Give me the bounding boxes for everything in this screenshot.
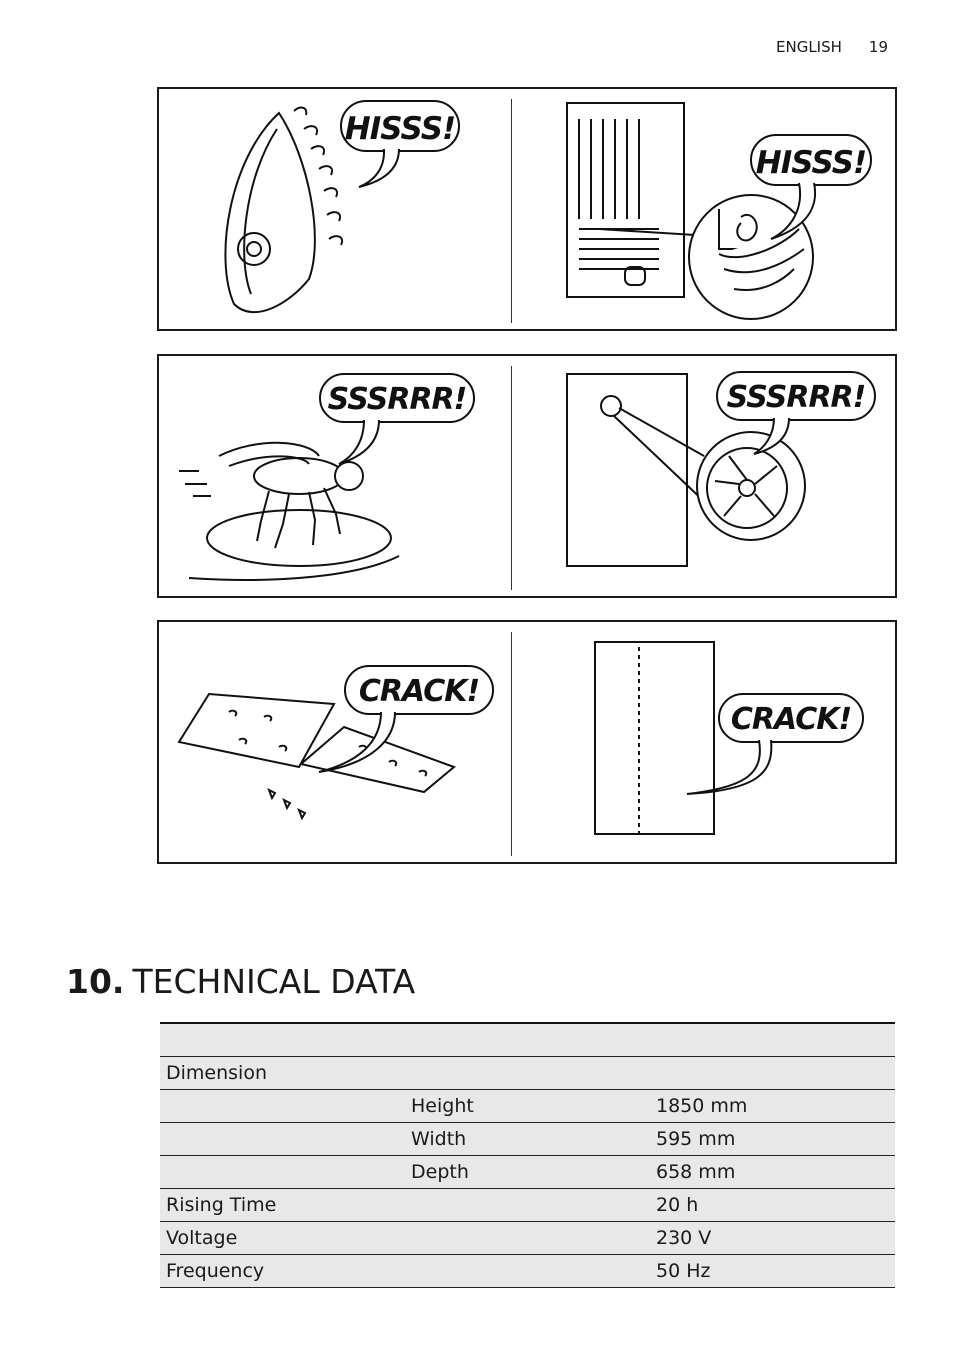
steam-iron-icon: [225, 108, 342, 313]
table-cell: [650, 1056, 895, 1089]
table-cell: Depth: [405, 1155, 650, 1188]
table-row: [160, 1089, 895, 1122]
panel-divider: [511, 99, 512, 323]
table-cell: [405, 1254, 650, 1287]
table-row: [160, 1188, 895, 1221]
table-cell: 20 h: [650, 1188, 895, 1221]
panel-divider: [511, 632, 512, 856]
section-number: 10.: [66, 962, 125, 1001]
fly-icon: [179, 443, 399, 580]
right-sound-text: SSSRRR!: [726, 380, 866, 415]
right-sound-text: HISSS!: [755, 145, 867, 181]
illustration-panel-hiss: [157, 87, 897, 331]
table-row: [160, 1122, 895, 1155]
language-label: ENGLISH: [776, 38, 842, 56]
table-cell: Width: [405, 1122, 650, 1155]
table-row: [160, 1254, 895, 1287]
fan-zoom-icon: [697, 432, 805, 540]
table-cell: Frequency: [160, 1254, 405, 1287]
table-cell: [160, 1122, 405, 1155]
left-sound-text: CRACK!: [358, 674, 480, 709]
table-cell: Dimension: [160, 1056, 405, 1089]
section-heading: [66, 962, 415, 1001]
table-cell: 50 Hz: [650, 1254, 895, 1287]
left-sound-text: SSSRRR!: [327, 382, 467, 417]
table-row: [160, 1056, 895, 1089]
page-header: [776, 38, 888, 56]
right-sound-text: CRACK!: [730, 702, 852, 737]
table-cell: 658 mm: [650, 1155, 895, 1188]
table-cell: Voltage: [160, 1221, 405, 1254]
table-row: [160, 1221, 895, 1254]
hiss-illustration: [159, 89, 899, 333]
table-row: [160, 1155, 895, 1188]
crack-illustration: [159, 622, 899, 866]
sssrrr-illustration: [159, 356, 899, 600]
table-cell: 595 mm: [650, 1122, 895, 1155]
page-number: 19: [868, 38, 888, 56]
table-cell: [160, 1023, 405, 1056]
section-title-text: TECHNICAL DATA: [132, 962, 416, 1001]
illustration-panel-sssrrr: [157, 354, 897, 598]
technical-data-table: [160, 1022, 895, 1288]
panel-divider: [511, 366, 512, 590]
left-sound-text: HISSS!: [344, 111, 456, 147]
table-cell: [160, 1089, 405, 1122]
table-cell: Height: [405, 1089, 650, 1122]
table-cell: 1850 mm: [650, 1089, 895, 1122]
table-cell: [405, 1056, 650, 1089]
table-cell: [405, 1221, 650, 1254]
coil-zoom-icon: [689, 195, 813, 319]
fridge-closed-icon: [595, 642, 714, 837]
table-cell: Rising Time: [160, 1188, 405, 1221]
fridge-fan-icon: [567, 374, 709, 566]
table-cell: [405, 1023, 650, 1056]
table-cell: 230 V: [650, 1221, 895, 1254]
table-header-row: [160, 1023, 895, 1056]
table-cell: [160, 1155, 405, 1188]
illustration-panel-crack: [157, 620, 897, 864]
table-cell: [405, 1188, 650, 1221]
table-cell: [650, 1023, 895, 1056]
